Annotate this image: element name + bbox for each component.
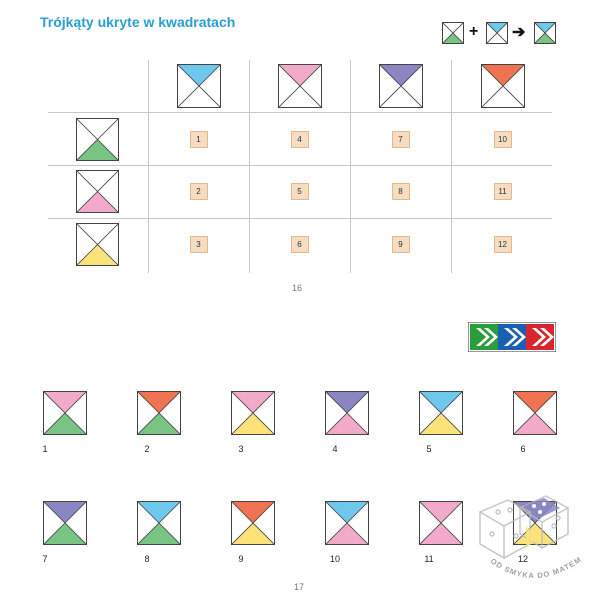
triangle-tile-icon xyxy=(76,118,119,161)
bottom-triangle xyxy=(534,33,556,44)
table-col-divider xyxy=(451,60,452,273)
triangle-tile-icon xyxy=(419,501,463,545)
watermark-text: OD SMYKA DO MATEM xyxy=(488,554,584,581)
bottom-triangle xyxy=(513,413,557,435)
page-title: Trójkąty ukryte w kwadratach xyxy=(40,14,236,30)
cell-number-badge: 2 xyxy=(190,183,208,200)
answer-label: 3 xyxy=(238,444,244,454)
triangle-tile-icon xyxy=(278,64,322,108)
triangle-tile-icon xyxy=(419,391,463,435)
bottom-triangle xyxy=(325,413,369,435)
bottom-triangle xyxy=(137,413,181,435)
answer-tile-1 xyxy=(43,391,87,435)
bottom-triangle xyxy=(76,245,119,267)
answer-tile-4 xyxy=(325,391,369,435)
top-triangle xyxy=(177,64,221,86)
cell-number-badge: 4 xyxy=(291,131,309,148)
top-triangle xyxy=(486,22,508,33)
cell-number-badge: 8 xyxy=(392,183,410,200)
triangle-tile-icon xyxy=(43,501,87,545)
table-row-divider xyxy=(48,165,552,166)
answer-label: 4 xyxy=(332,444,338,454)
top-triangle xyxy=(513,391,557,413)
legend-tile-add xyxy=(486,22,508,44)
bottom-triangle xyxy=(43,523,87,545)
triangle-tile-icon xyxy=(76,170,119,213)
bottom-triangle xyxy=(231,413,275,435)
row-header-tile-1 xyxy=(76,118,119,161)
bottom-triangle xyxy=(419,413,463,435)
answer-tile-6 xyxy=(513,391,557,435)
triangle-tile-icon xyxy=(325,501,369,545)
answer-label: 2 xyxy=(144,444,150,454)
column-header-tile-2 xyxy=(278,64,322,108)
top-triangle xyxy=(419,501,463,523)
top-triangle xyxy=(325,391,369,413)
triangle-tile-icon xyxy=(177,64,221,108)
answer-tile-10 xyxy=(325,501,369,545)
table-row-divider xyxy=(48,218,552,219)
legend-tile-start xyxy=(442,22,464,44)
table-col-divider xyxy=(350,60,351,273)
triangle-tile-icon xyxy=(76,223,119,266)
answer-label: 6 xyxy=(520,444,526,454)
triangle-tile-icon xyxy=(231,501,275,545)
page-number-top: 16 xyxy=(292,283,303,293)
triangle-tile-icon xyxy=(325,391,369,435)
legend-tile-result xyxy=(534,22,556,44)
top-triangle xyxy=(231,391,275,413)
answer-label: 1 xyxy=(42,444,48,454)
code-strip xyxy=(468,322,556,357)
answer-tile-5 xyxy=(419,391,463,435)
answer-label: 7 xyxy=(42,554,48,564)
triangle-tile-icon xyxy=(379,64,423,108)
answer-tile-3 xyxy=(231,391,275,435)
bottom-triangle xyxy=(76,140,119,162)
triangle-tile-icon xyxy=(137,501,181,545)
top-triangle xyxy=(379,64,423,86)
bottom-triangle xyxy=(43,413,87,435)
svg-text:OD SMYKA DO MATEMATYKA xyxy=(468,482,583,580)
answer-tile-9 xyxy=(231,501,275,545)
plus-sign: + xyxy=(469,23,479,40)
top-triangle xyxy=(43,391,87,413)
chevron-arrows-icon xyxy=(468,322,556,352)
page-number-bottom: 17 xyxy=(294,582,305,592)
answer-label: 10 xyxy=(329,554,340,564)
answer-label: 12 xyxy=(517,554,528,564)
triangle-tile-icon xyxy=(442,22,464,44)
answer-label: 11 xyxy=(424,554,434,564)
answer-tile-2 xyxy=(137,391,181,435)
cell-number-badge: 12 xyxy=(494,236,512,253)
triangle-tile-icon xyxy=(534,22,556,44)
table-col-divider xyxy=(249,60,250,273)
cell-number-badge: 11 xyxy=(494,183,512,200)
bottom-triangle xyxy=(76,192,119,214)
bottom-triangle xyxy=(419,523,463,545)
top-triangle xyxy=(137,501,181,523)
bottom-triangle xyxy=(137,523,181,545)
top-triangle xyxy=(43,501,87,523)
cell-number-badge: 7 xyxy=(392,131,410,148)
row-header-tile-3 xyxy=(76,223,119,266)
watermark-logo xyxy=(468,482,596,599)
triangle-tile-icon xyxy=(43,391,87,435)
top-triangle xyxy=(278,64,322,86)
arrow-icon: ➔ xyxy=(512,24,526,41)
answer-label: 9 xyxy=(238,554,244,564)
cell-number-badge: 1 xyxy=(190,131,208,148)
top-triangle xyxy=(419,391,463,413)
column-header-tile-1 xyxy=(177,64,221,108)
triangle-tile-icon xyxy=(486,22,508,44)
row-header-tile-2 xyxy=(76,170,119,213)
top-triangle xyxy=(325,501,369,523)
answer-tile-11 xyxy=(419,501,463,545)
triangle-tile-icon xyxy=(481,64,525,108)
answer-tile-8 xyxy=(137,501,181,545)
column-header-tile-4 xyxy=(481,64,525,108)
top-triangle xyxy=(534,22,556,33)
bottom-triangle xyxy=(231,523,275,545)
triangle-tile-icon xyxy=(231,391,275,435)
top-triangle xyxy=(231,501,275,523)
answer-label: 5 xyxy=(426,444,432,454)
answer-label: 8 xyxy=(144,554,150,564)
top-triangle xyxy=(137,391,181,413)
cell-number-badge: 10 xyxy=(494,131,512,148)
column-header-tile-3 xyxy=(379,64,423,108)
top-triangle xyxy=(481,64,525,86)
dice-watermark-icon xyxy=(468,482,596,594)
table-row-divider xyxy=(48,112,552,113)
cell-number-badge: 6 xyxy=(291,236,309,253)
bottom-triangle xyxy=(325,523,369,545)
table-col-divider xyxy=(148,60,149,273)
triangle-tile-icon xyxy=(137,391,181,435)
cell-number-badge: 9 xyxy=(392,236,410,253)
bottom-triangle xyxy=(442,33,464,44)
answer-tile-7 xyxy=(43,501,87,545)
cell-number-badge: 5 xyxy=(291,183,309,200)
cell-number-badge: 3 xyxy=(190,236,208,253)
triangle-tile-icon xyxy=(513,391,557,435)
